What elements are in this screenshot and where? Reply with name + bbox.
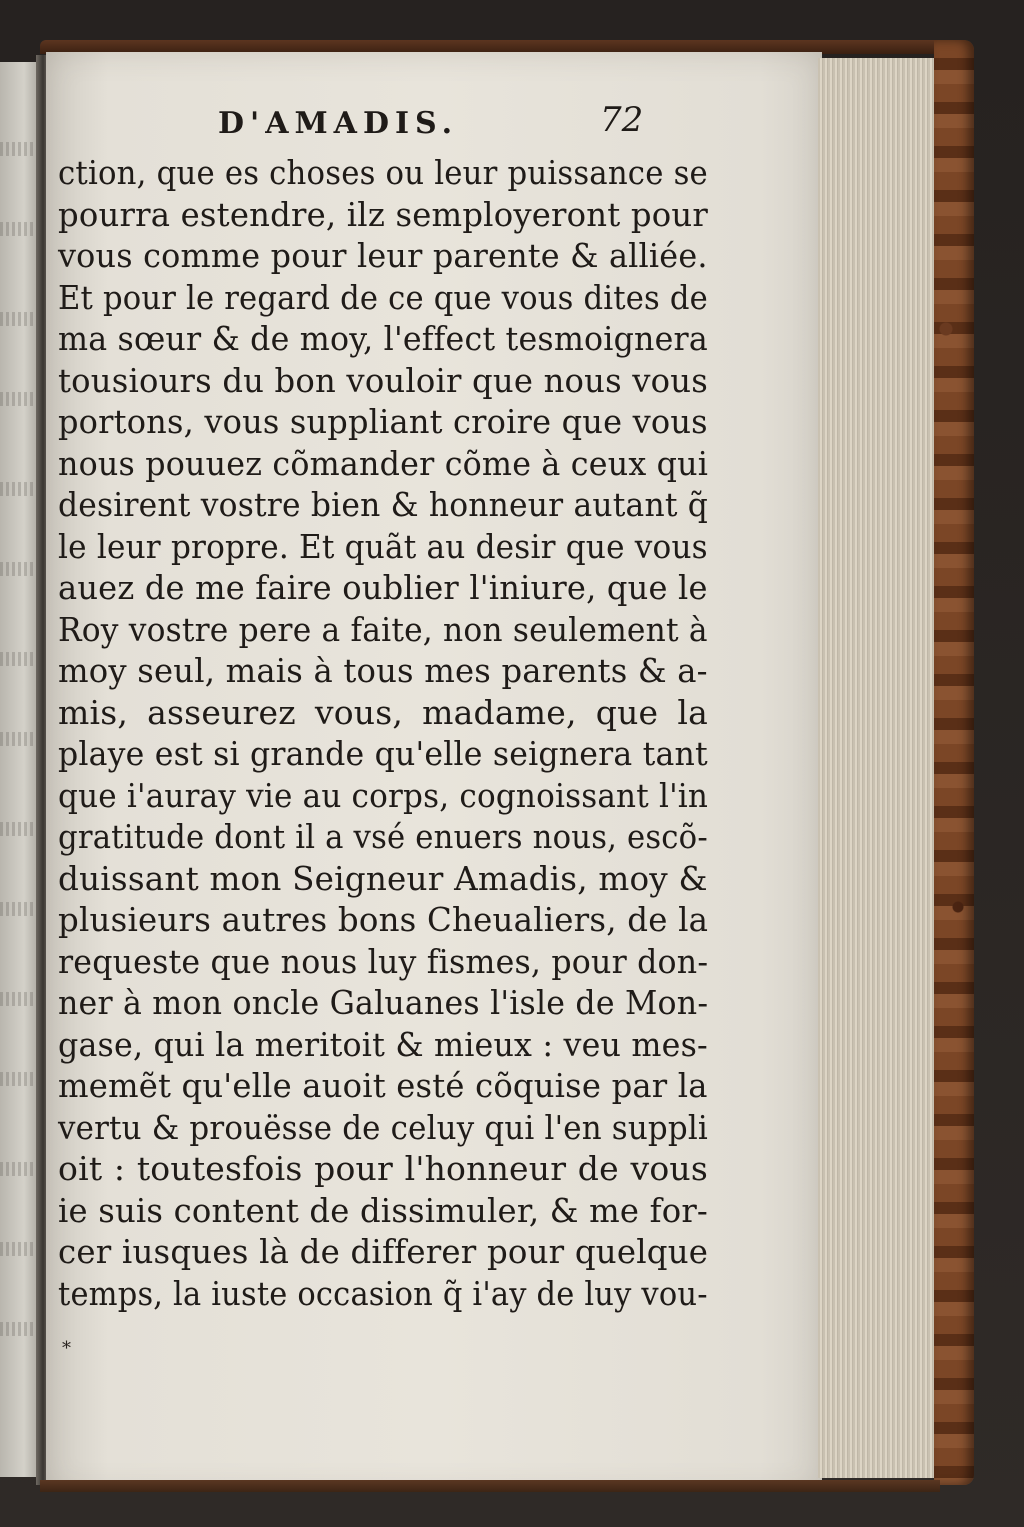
text-line: cer iusques là de differer pour quelque: [58, 1232, 709, 1271]
text-line: gratitude dont il a vsé enuers nous, escõ-: [58, 817, 708, 856]
text-line: plusieurs autres bons Cheualiers, de la: [58, 900, 709, 939]
text-line: playe est si grande qu'elle seignera tant: [58, 734, 708, 773]
text-line: vertu & prouësse de celuy qui l'en suppli: [58, 1107, 708, 1147]
text-line: portons, vous suppliant croire que vous: [58, 402, 708, 441]
text-line: moy seul, mais à tous mes parents & a-: [58, 651, 708, 690]
text-line: nous pouuez cõmander cõme à ceux qui: [58, 443, 709, 483]
text-line: ma sœur & de moy, l'effect tesmoignera: [58, 319, 708, 358]
cover-bottom-rim: [40, 1480, 940, 1492]
text-line: pourra estendre, ilz semployeront pour: [58, 194, 708, 234]
text-line: temps, la iuste occasion q̃ i'ay de luy vou-: [58, 1273, 708, 1313]
recto-page: [46, 52, 822, 1492]
text-line: le leur propre. Et quãt au desir que vous: [58, 526, 708, 566]
text-line: ction, que es choses ou leur puissance se: [58, 153, 708, 192]
text-line: requeste que nous luy fismes, pour don-: [58, 941, 709, 981]
text-line: ie suis content de dissimuler, & me for-: [58, 1190, 709, 1230]
folio-number: 72: [600, 100, 644, 140]
text-line: oit : toutesfois pour l'honneur de vous: [58, 1149, 708, 1188]
text-line: auez de me faire oublier l'iniure, que le: [58, 568, 708, 607]
text-line: tousiours du bon vouloir que nous vous: [58, 360, 708, 400]
text-line: ner à mon oncle Galuanes l'isle de Mon-: [58, 983, 709, 1022]
running-head-title: D'AMADIS.: [218, 106, 459, 141]
text-line: desirent vostre bien & honneur autant q̃: [58, 485, 709, 524]
text-line: memẽt qu'elle auoit esté cõquise par la: [58, 1066, 708, 1105]
catchword-mark: *: [62, 1338, 71, 1359]
text-line: Et pour le regard de ce que vous dites de: [58, 277, 708, 317]
text-line: mis, asseurez vous, madame, que la: [58, 692, 708, 732]
leather-cover: [934, 40, 974, 1485]
text-line: Roy vostre pere a faite, non seulement à: [58, 609, 708, 649]
text-lines: [58, 152, 708, 1314]
text-line: que i'auray vie au corps, cognoissant l'in: [58, 775, 709, 815]
running-head: [58, 100, 708, 152]
book-page-edges: [818, 58, 938, 1478]
text-line: duissant mon Seigneur Amadis, moy &: [58, 858, 708, 898]
text-block: [58, 100, 708, 1314]
text-line: vous comme pour leur parente & alliée.: [58, 236, 708, 275]
text-line: gase, qui la meritoit & mieux : veu mes-: [58, 1024, 708, 1064]
previous-page-strip: [0, 62, 40, 1477]
